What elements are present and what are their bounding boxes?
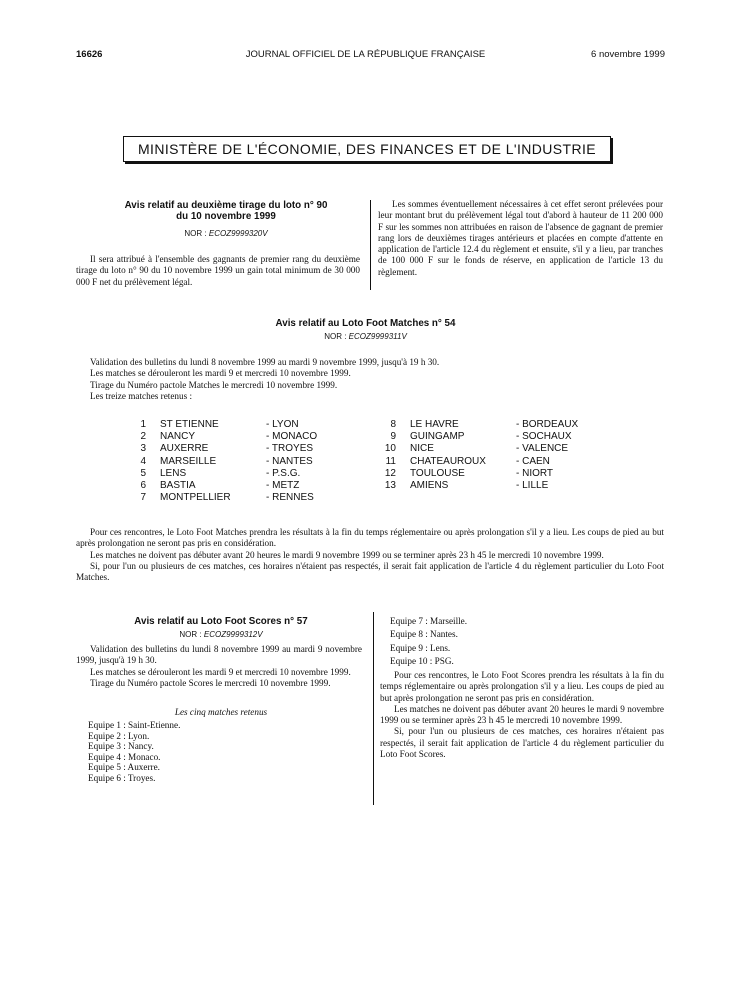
nor-code: ECOZ9999312V bbox=[203, 630, 263, 639]
scores-teams-left bbox=[88, 720, 180, 784]
nor-code: ECOZ9999311V bbox=[348, 332, 407, 341]
column-divider bbox=[370, 200, 371, 290]
journal-title: JOURNAL OFFICIEL DE LA RÉPUBLIQUE FRANÇAISE bbox=[245, 49, 486, 60]
match-row: 7 MONTPELLIER - RENNES bbox=[140, 492, 314, 504]
team-entry: Equipe 1 : Saint-Etienne. bbox=[88, 720, 181, 730]
team-entry: Equipe 2 : Lyon. bbox=[88, 730, 150, 741]
issue-date: 6 novembre 1999 bbox=[591, 49, 665, 60]
ministry-title: MINISTÈRE DE L'ÉCONOMIE, DES FINANCES ET DE L'INDUSTRIE bbox=[137, 141, 597, 157]
foot-matches-intro: Validation des bulletins du lundi 8 novembre 1999 au mardi 9 novembre 1999, jusqu'à 19 h 30. Les matches se dérouleront les mardi 9 et mercredi 10 novembre 1999. Tirage du Numéro pactole Matches le mercredi 10 novembre 1999. Les treize matches retenus : bbox=[90, 357, 440, 401]
nor-code: ECOZ9999320V bbox=[208, 229, 268, 238]
loto-right-paragraph: Les sommes éventuellement nécessaires à cet effet seront prélevées pour leur montant brut du prélèvement légal tout d'abord à hauteur de 11 200 000 F sur les sommes non attribuées en raison de l'absence de gagnant de premier rang lors de deuxièmes tirages antérieurs et placées en compte d'attente en application de l'article 12.4 du règlement et ensuite, s'il y a lieu, par tranches de 100 000 F sur le fonds de réserve, en application de l'article 13 du règlement. bbox=[378, 199, 663, 277]
page-number: 16626 bbox=[76, 49, 103, 60]
loto-title bbox=[76, 200, 376, 222]
match-row: 4 MARSEILLE - NANTES bbox=[140, 455, 313, 467]
match-row: 12 TOULOUSE - NIORT bbox=[384, 467, 554, 479]
team-entry: Equipe 7 : Marseille. bbox=[390, 616, 468, 626]
match-row: 2 NANCY - MONACO bbox=[140, 431, 318, 443]
team-entry: Equipe 5 : Auxerre. bbox=[88, 762, 160, 773]
foot-scores-nor bbox=[76, 630, 366, 639]
match-row: 5 LENS - P.S.G. bbox=[140, 467, 301, 479]
loto-nor bbox=[76, 229, 376, 238]
match-row: 3 AUXERRE - TROYES bbox=[140, 443, 314, 455]
nor-label: NOR : bbox=[179, 630, 202, 639]
loto-title-line1: Avis relatif au deuxième tirage du loto n° 90 bbox=[124, 200, 328, 211]
matches-list-left bbox=[130, 419, 366, 504]
team-entry: Equipe 10 : PSG. bbox=[390, 656, 454, 667]
nor-label: NOR : bbox=[184, 229, 207, 238]
ministry-banner bbox=[123, 136, 611, 162]
foot-scores-closing: Pour ces rencontres, le Loto Foot Scores prendra les résultats à la fin du temps réglementaire ou après prolongation s'il y a lieu. Les coups de pied au but après prolongation ne seront pas pris en considération. Les matches ne doivent pas débuter avant 20 heures le mardi 9 novembre 1999 ou se terminer après 23 h 45 le mercredi 10 novembre 1999. Si, pour l'un ou plusieurs de ces matches, ces horaires n'étaient pas respectés, il serait fait application de l'article 4 du règlement particulier du Loto Foot Scores. bbox=[380, 670, 664, 760]
nor-label: NOR : bbox=[324, 332, 347, 341]
team-entry: Equipe 4 : Monaco. bbox=[88, 751, 161, 762]
match-row: 10 NICE - VALENCE bbox=[384, 443, 569, 455]
foot-matches-title: Avis relatif au Loto Foot Matches n° 54 bbox=[275, 318, 456, 329]
column-divider bbox=[373, 612, 374, 805]
loto-left-paragraph: Il sera attribué à l'ensemble des gagnants de premier rang du deuxième tirage du loto n° 90 du 10 novembre 1999 un gain total minimum de 30 000 000 F net du prélèvement légal. bbox=[76, 254, 360, 287]
match-row: 9 GUINGAMP - SOCHAUX bbox=[390, 431, 572, 443]
team-entry: Equipe 6 : Troyes. bbox=[88, 772, 156, 783]
foot-matches-closing: Pour ces rencontres, le Loto Foot Matches prendra les résultats à la fin du temps réglementaire ou après prolongation s'il y a lieu. Les coups de pied au but après prolongation ne seront pas pris en considération. Les matches ne doivent pas débuter avant 20 heures le mardi 9 novembre 1999 ou se terminer après 23 h 45 le mercredi 10 novembre 1999. Si, pour l'un ou plusieurs de ces matches, ces horaires n'étaient pas respectés, il serait fait application de l'article 4 du règlement particulier du Loto Foot Matches. bbox=[76, 527, 664, 583]
match-row: 6 BASTIA - METZ bbox=[140, 479, 300, 491]
team-entry: Equipe 3 : Nancy. bbox=[88, 741, 154, 752]
team-entry: Equipe 8 : Nantes. bbox=[390, 629, 458, 640]
match-row: 13 AMIENS - LILLE bbox=[384, 479, 549, 491]
match-row: 11 CHATEAUROUX - CAEN bbox=[385, 455, 550, 467]
foot-matches-nor bbox=[0, 332, 731, 341]
foot-scores-title: Avis relatif au Loto Foot Scores n° 57 bbox=[134, 616, 308, 627]
match-row: 8 LE HAVRE - BORDEAUX bbox=[390, 419, 579, 430]
scores-teams-right bbox=[390, 615, 467, 669]
team-entry: Equipe 9 : Lens. bbox=[390, 642, 451, 653]
foot-scores-intro: Validation des bulletins du lundi 8 novembre 1999 au mardi 9 novembre 1999, jusqu'à 19 h 30. Les matches se dérouleront les mardi 9 et mercredi 10 novembre 1999. Tirage du Numéro pactole Scores le mercredi 10 novembre 1999. bbox=[76, 644, 362, 688]
match-row: 1 ST ETIENNE - LYON bbox=[140, 419, 299, 430]
loto-title-line2: du 10 novembre 1999 bbox=[176, 211, 276, 222]
scores-list-heading: Les cinq matches retenus bbox=[174, 707, 268, 717]
matches-list-right bbox=[380, 419, 616, 492]
